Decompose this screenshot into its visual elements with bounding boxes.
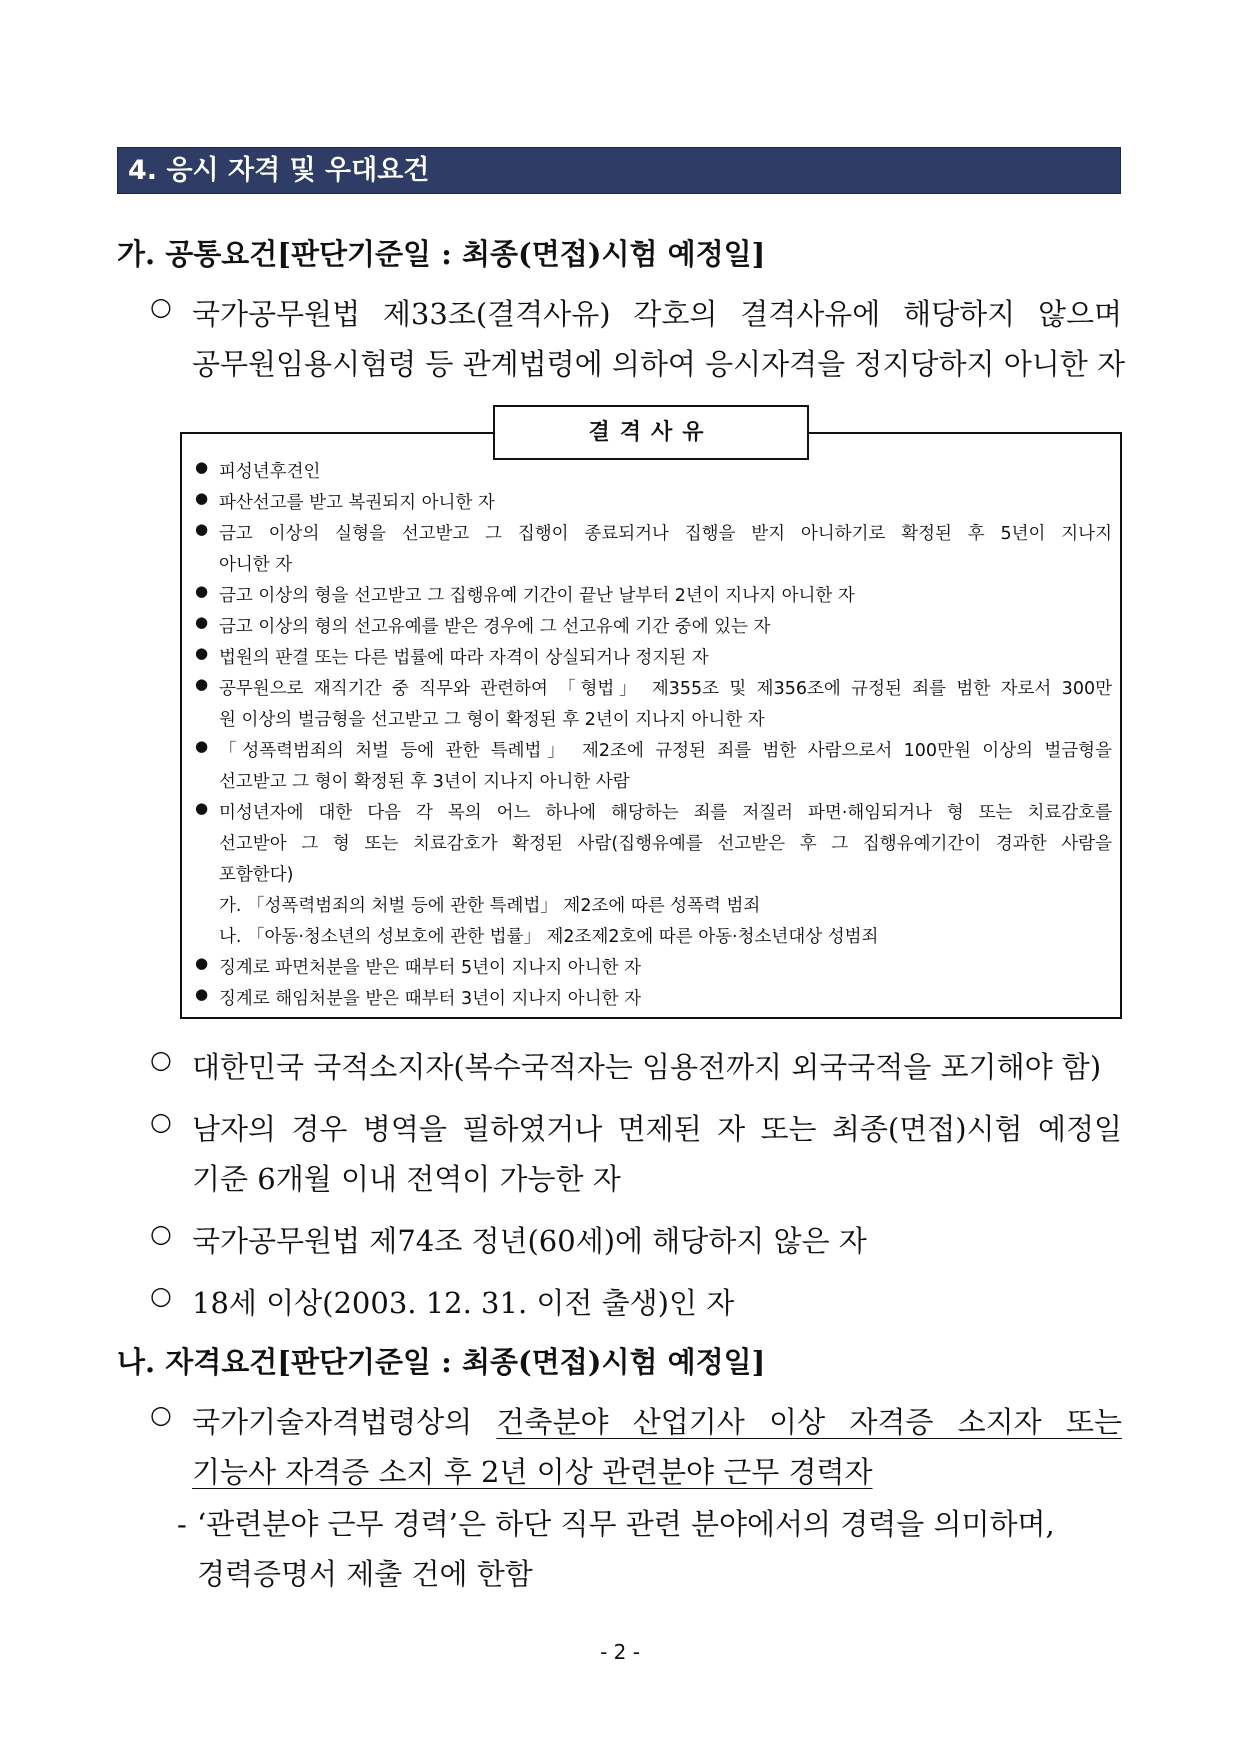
item-text: 국가기술자격법령상의 — [192, 1405, 497, 1439]
item-line — [192, 1400, 1122, 1441]
dot-bullet-icon: ● — [195, 582, 209, 600]
circle-bullet-icon: ○ — [150, 1400, 172, 1429]
item-line: 대한민국 국적소지자(복수국적자는 임용전까지 외국국적을 포기해야 함) — [192, 1050, 1102, 1084]
disqualification-text: 선고받아 그 형 또는 치료감호가 확정된 사람(집행유예를 선고받은 후 그 집행유예기간이 경과한 사람을 — [219, 834, 1112, 854]
circle-bullet-icon: ○ — [150, 1107, 172, 1136]
item-line: 공무원임용시험령 등 관계법령에 의하여 응시자격을 정지당하지 아니한 자 — [192, 347, 1125, 381]
circle-bullet-icon: ○ — [150, 1281, 172, 1310]
item-line: 국가공무원법 제33조(결격사유) 각호의 결격사유에 해당하지 않으며 — [192, 297, 1122, 331]
disqualification-text: 파산선고를 받고 복권되지 아니한 자 — [219, 493, 495, 513]
dash-bullet-icon: - — [177, 1507, 187, 1541]
disqualification-text: 아니한 자 — [219, 555, 293, 575]
dot-bullet-icon: ● — [195, 799, 209, 817]
dot-bullet-icon: ● — [195, 489, 209, 507]
page-number: - 2 - — [600, 1640, 640, 1664]
dot-bullet-icon: ● — [195, 737, 209, 755]
disqualification-text: 선고받고 그 형이 확정된 후 3년이 지나지 아니한 사람 — [219, 772, 630, 792]
dot-bullet-icon: ● — [195, 675, 209, 693]
underlined-text: 기능사 자격증 소지 후 2년 이상 관련분야 근무 경력자 — [192, 1455, 873, 1489]
disqualification-text: 법원의 판결 또는 다른 법률에 따라 자격이 상실되거나 정지된 자 — [219, 648, 709, 668]
item-line: 국가공무원법 제74조 정년(60세)에 해당하지 않은 자 — [192, 1224, 867, 1258]
item-line — [192, 1450, 873, 1491]
disqualification-text: 나. 「아동·청소년의 성보호에 관한 법률」 제2조제2호에 따른 아동·청소년대상 성범죄 — [219, 927, 879, 947]
item-line: 18세 이상(2003. 12. 31. 이전 출생)인 자 — [192, 1286, 735, 1320]
circle-bullet-icon: ○ — [150, 1045, 172, 1074]
disqualification-text: 가. 「성폭력범죄의 처벌 등에 관한 특례법」 제2조에 따른 성폭력 범죄 — [219, 896, 761, 916]
note-line: 경력증명서 제출 건에 한함 — [197, 1557, 533, 1591]
disqualification-text: 금고 이상의 형의 선고유예를 받은 경우에 그 선고유예 기간 중에 있는 자 — [219, 617, 771, 637]
dot-bullet-icon: ● — [195, 644, 209, 662]
heading-qualification-requirements: 나. 자격요건[판단기준일 : 최종(면접)시험 예정일] — [117, 1345, 766, 1379]
heading-common-requirements: 가. 공통요건[판단기준일 : 최종(면접)시험 예정일] — [117, 237, 766, 271]
note-line — [177, 1502, 1055, 1543]
disqualification-box-title: 결격사유 — [493, 405, 809, 460]
note-text: ‘관련분야 근무 경력’은 하단 직무 관련 분야에서의 경력을 의미하며, — [197, 1507, 1055, 1541]
dot-bullet-icon: ● — [195, 520, 209, 538]
disqualification-text: 포함한다) — [219, 865, 294, 885]
dot-bullet-icon: ● — [195, 613, 209, 631]
dot-bullet-icon: ● — [195, 985, 209, 1003]
disqualification-text: 원 이상의 벌금형을 선고받고 그 형이 확정된 후 2년이 지나지 아니한 자 — [219, 710, 765, 730]
disqualification-text: 미성년자에 대한 다음 각 목의 어느 하나에 해당하는 죄를 저질러 파면·해임되거나 형 또는 치료감호를 — [219, 803, 1112, 823]
circle-bullet-icon: ○ — [150, 292, 172, 321]
disqualification-text: 징계로 파면처분을 받은 때부터 5년이 지나지 아니한 자 — [219, 958, 641, 978]
disqualification-text: 금고 이상의 형을 선고받고 그 집행유예 기간이 끝난 날부터 2년이 지나지 아니한 자 — [219, 586, 855, 606]
disqualification-text: 징계로 해임처분을 받은 때부터 3년이 지나지 아니한 자 — [219, 989, 641, 1009]
disqualification-text: 금고 이상의 실형을 선고받고 그 집행이 종료되거나 집행을 받지 아니하기로 확정된 후 5년이 지나지 — [219, 524, 1112, 544]
dot-bullet-icon: ● — [195, 954, 209, 972]
underlined-text: 건축분야 산업기사 이상 자격증 소지자 또는 — [496, 1405, 1122, 1439]
item-line: 기준 6개월 이내 전역이 가능한 자 — [192, 1162, 621, 1196]
disqualification-text: 공무원으로 재직기간 중 직무와 관련하여 「형법」 제355조 및 제356조에 규정된 죄를 범한 자로서 300만 — [219, 679, 1112, 699]
circle-bullet-icon: ○ — [150, 1219, 172, 1248]
item-line: 남자의 경우 병역을 필하였거나 면제된 자 또는 최종(면접)시험 예정일 — [192, 1112, 1122, 1146]
disqualification-text: 피성년후견인 — [219, 462, 321, 482]
disqualification-text: 「성폭력범죄의 처벌 등에 관한 특례법」 제2조에 규정된 죄를 범한 사람으로서 100만원 이상의 벌금형을 — [219, 741, 1112, 761]
section-header: 4. 응시 자격 및 우대요건 — [117, 147, 1121, 194]
dot-bullet-icon: ● — [195, 458, 209, 476]
